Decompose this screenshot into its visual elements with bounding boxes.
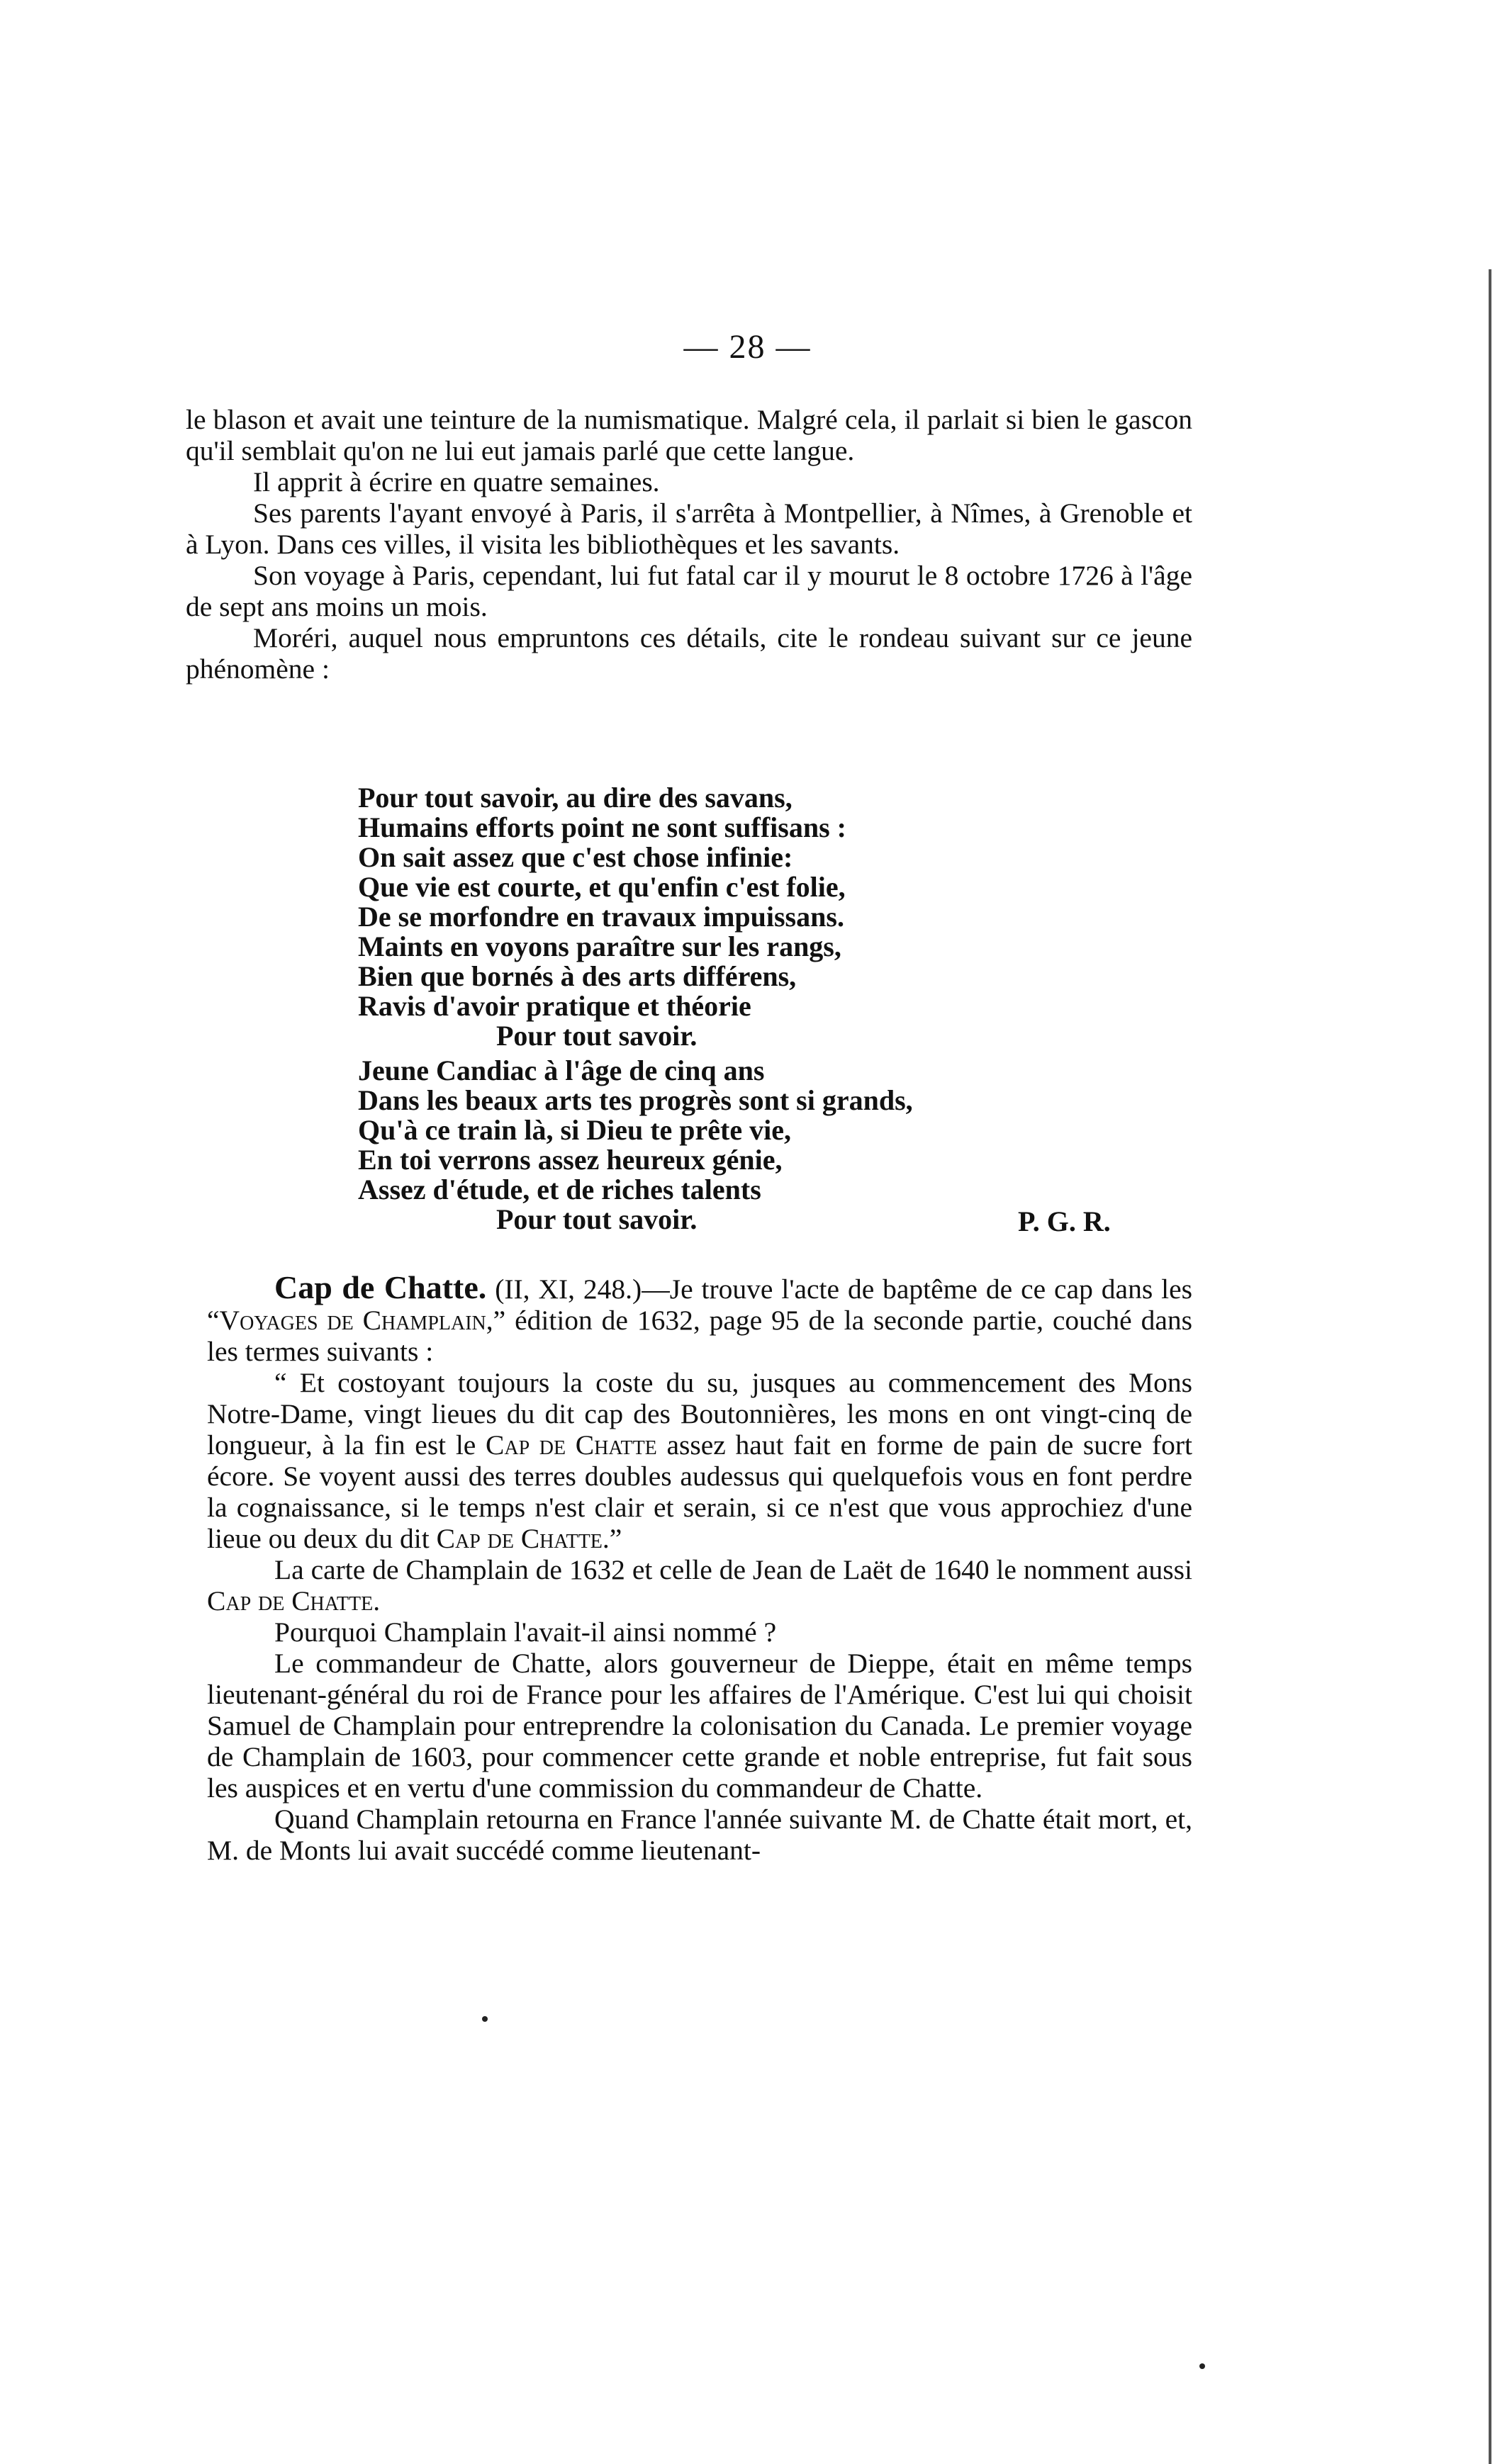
poem-line: Assez d'étude, et de riches talents	[358, 1174, 761, 1205]
rondeau-stanza-1	[358, 783, 846, 1051]
entry-paragraph	[207, 1269, 1192, 1367]
poem-line: Pour tout savoir, au dire des savans,	[358, 782, 793, 814]
quote-text: .”	[602, 1523, 622, 1554]
poem-line: On sait assez que c'est chose infinie:	[358, 841, 793, 873]
paragraph: Son voyage à Paris, cependant, lui fut fatal car il y mourut le 8 octobre 1726 à l'âge de sept ans moins un mois.	[186, 560, 1192, 622]
poem-line: En toi verrons assez heureux génie,	[358, 1144, 783, 1176]
poem-line: Maints en voyons paraître sur les rangs,	[358, 930, 841, 962]
quote-text: assez haut fait en forme de pain de sucre fort écore. Se voyent aussi des terres doubles audessus qui quelquefois vous en font perdre la cognaissance, si le temps n'est clair et serain, si ce n'est que vous approchiez d'une lieue ou deux du dit	[207, 1429, 1192, 1554]
carte-text: La carte de Champlain de 1632 et celle de Jean de Laët de 1640 le nomment aussi	[274, 1554, 1192, 1585]
cap-name: Cap de Chatte	[486, 1429, 657, 1461]
poem-line: Humains efforts point ne sont suffisans :	[358, 811, 846, 843]
paragraph: le blason et avait une teinture de la numismatique. Malgré cela, il parlait si bien le gascon qu'il semblait qu'on ne lui eut jamais parlé que cette langue.	[186, 404, 1192, 466]
poem-line: Qu'à ce train là, si Dieu te prête vie,	[358, 1114, 791, 1146]
page-edge-rule	[1489, 269, 1491, 2464]
retour-paragraph: Quand Champlain retourna en France l'année suivante M. de Chatte était mort, et, M. de Monts lui avait succédé comme lieutenant-	[207, 1804, 1192, 1866]
page-number: — 28 —	[683, 328, 812, 366]
entry-text: ,” édition de 1632, page 95 de la seconde partie, couché dans les termes suivants :	[207, 1305, 1192, 1367]
cap-name: Cap de Chatte	[436, 1523, 603, 1554]
poem-refrain: Pour tout savoir.	[496, 1203, 698, 1235]
poem-line: De se morfondre en travaux impuissans.	[358, 901, 844, 933]
poem-line: Ravis d'avoir pratique et théorie	[358, 990, 751, 1022]
signature: P. G. R.	[1018, 1205, 1111, 1237]
commandeur-paragraph: Le commandeur de Chatte, alors gouverneur de Dieppe, était en même temps lieutenant-général du roi de France pour les affaires de l'Amérique. C'est lui qui choisit Samuel de Champlain pour entreprendre la colonisation du Canada. Le premier voyage de Champlain de 1603, pour commencer cette grande et noble entreprise, fut fait sous les auspices et en vertu d'une commission du commandeur de Chatte.	[207, 1648, 1192, 1804]
paragraph: Il apprit à écrire en quatre semaines.	[253, 466, 660, 497]
carte-text: .	[373, 1585, 381, 1616]
cap-name: Cap de Chatte	[207, 1585, 374, 1616]
quote-text: “ Et costoyant toujours la coste du su, jusques au commencement des Mons Notre-Dame, vingt lieues du dit cap des Boutonnières, les mons en ont vingt-cinq de longueur, à la fin est le	[207, 1367, 1192, 1461]
rondeau-stanza-2	[358, 1056, 913, 1234]
question-paragraph: Pourquoi Champlain l'avait-il ainsi nommé ?	[274, 1616, 777, 1648]
ink-speck	[1199, 2363, 1205, 2369]
paragraph: Moréri, auquel nous empruntons ces détails, cite le rondeau suivant sur ce jeune phénomène :	[186, 622, 1192, 685]
carte-paragraph	[207, 1554, 1192, 1616]
poem-refrain: Pour tout savoir.	[496, 1020, 698, 1052]
quote-paragraph	[207, 1367, 1192, 1554]
entry-reference: (II, XI, 248.)—Je trouve l'acte de baptême de ce cap dans les “	[207, 1273, 1192, 1336]
ink-speck	[482, 2016, 488, 2022]
paragraph: Ses parents l'ayant envoyé à Paris, il s'arrêta à Montpellier, à Nîmes, à Grenoble et à Lyon. Dans ces villes, il visita les bibliothèques et les savants.	[186, 497, 1192, 560]
poem-line: Jeune Candiac à l'âge de cinq ans	[358, 1054, 765, 1086]
poem-line: Bien que bornés à des arts différens,	[358, 960, 797, 992]
cap-de-chatte-entry	[207, 1269, 1192, 1866]
poem-line: Que vie est courte, et qu'enfin c'est folie,	[358, 871, 846, 903]
intro-text	[186, 404, 1192, 685]
entry-heading: Cap de Chatte.	[274, 1269, 487, 1305]
poem-line: Dans les beaux arts tes progrès sont si grands,	[358, 1084, 913, 1116]
work-title: Voyages de Champlain	[219, 1305, 486, 1336]
